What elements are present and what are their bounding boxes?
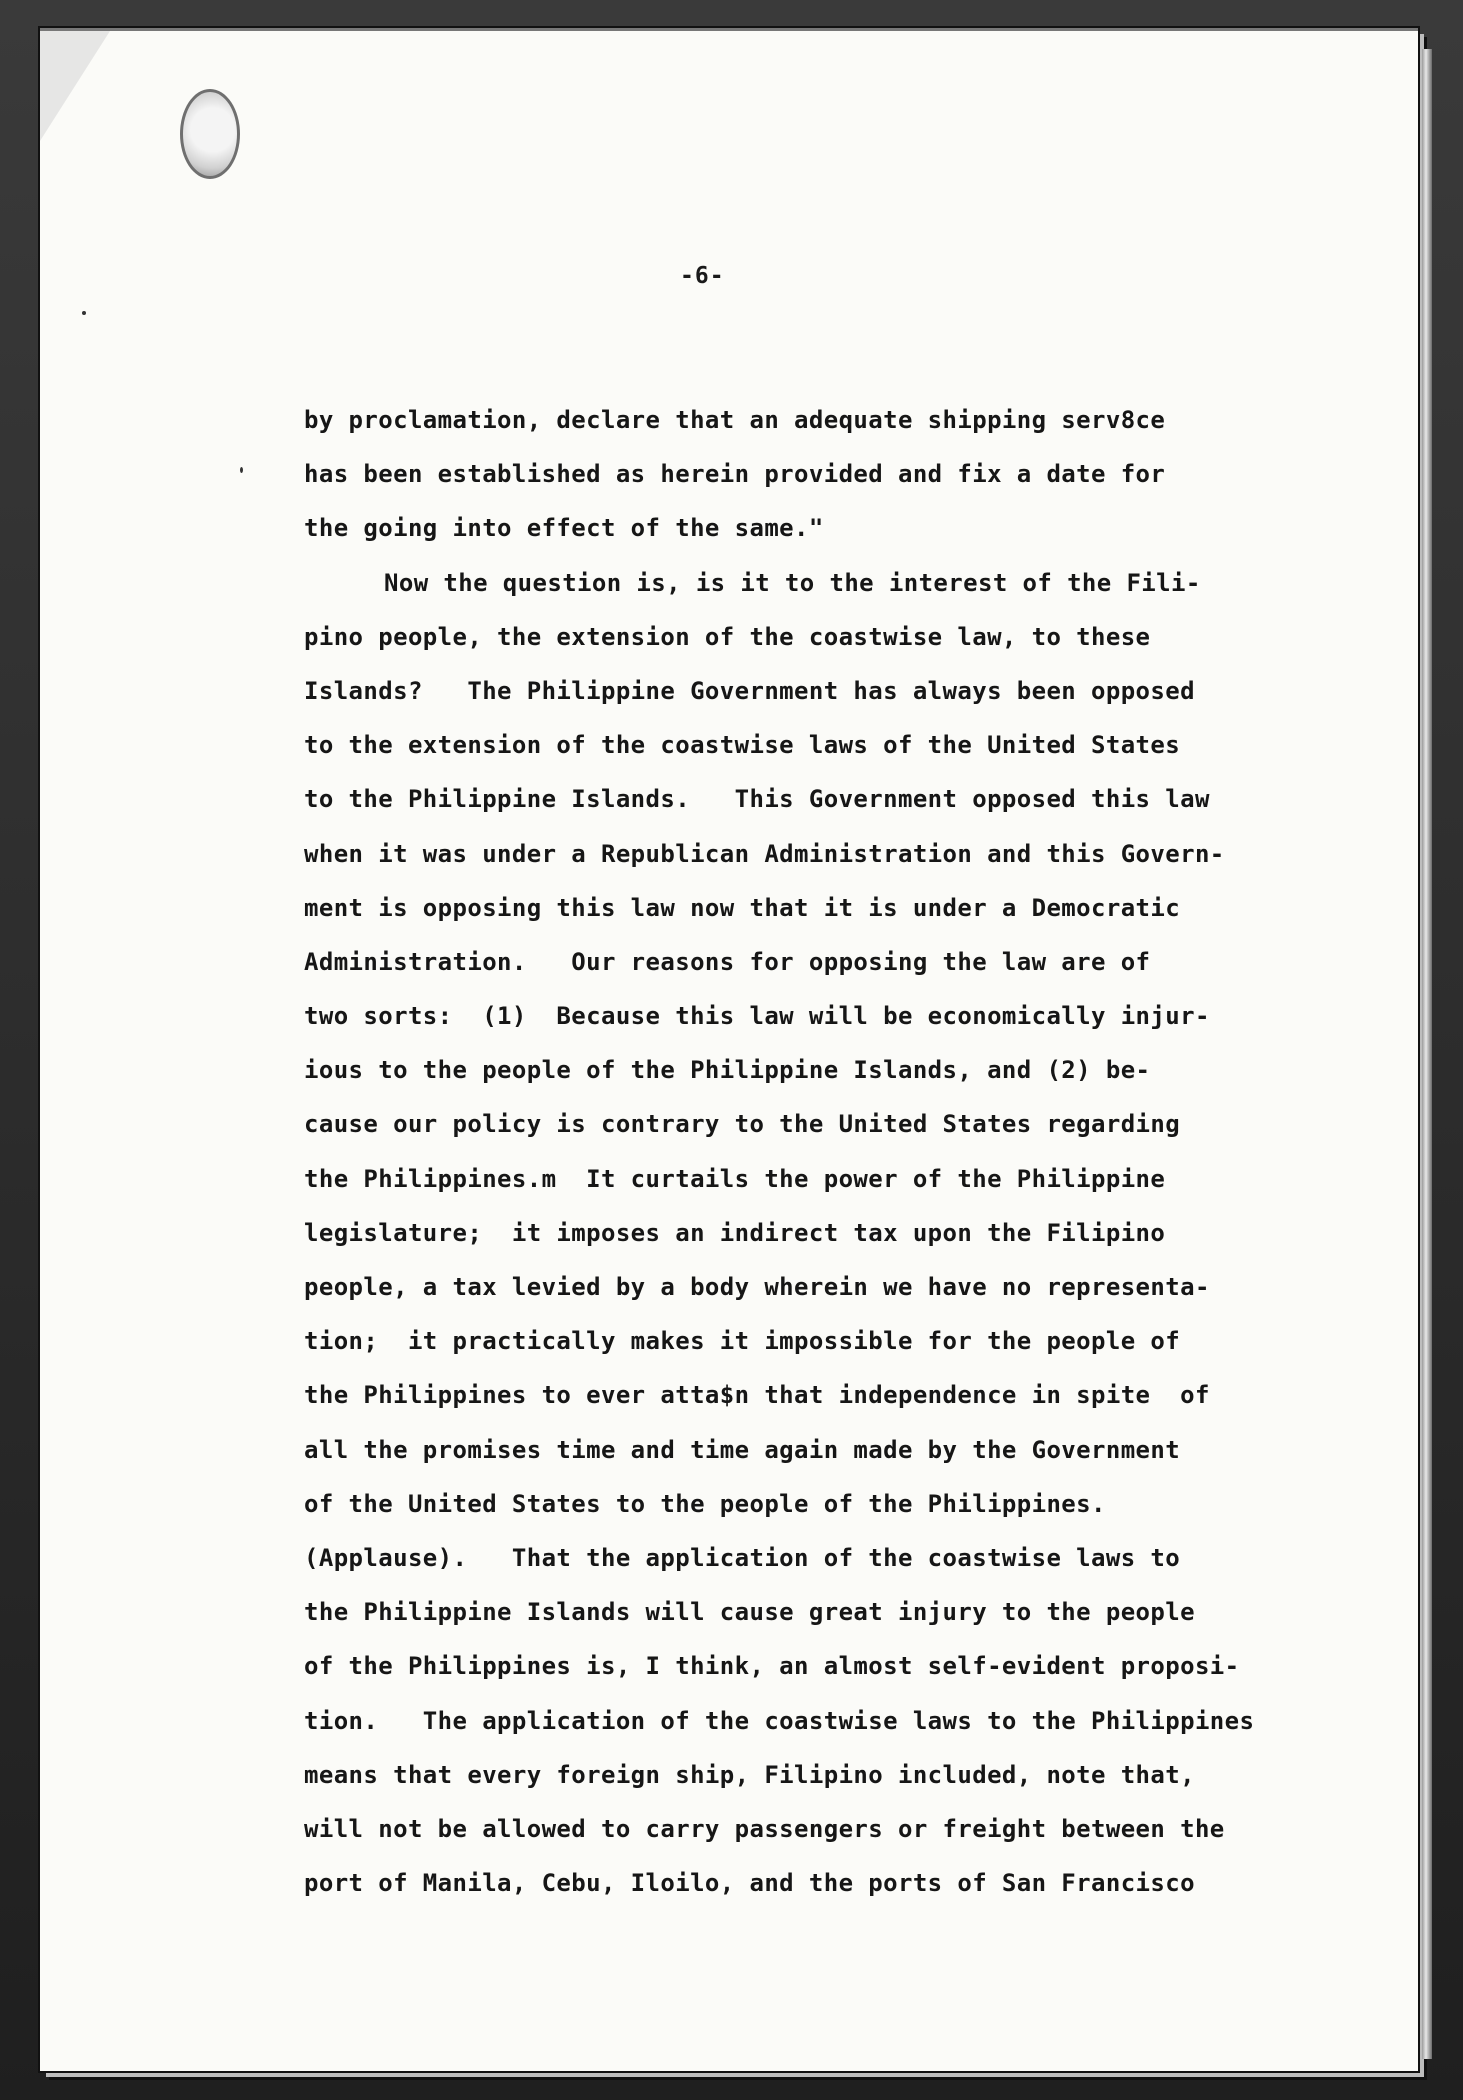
- text-line: the Philippine Islands will cause great injury to the people: [304, 1598, 1195, 1627]
- text-line: has been established as herein provided and fix a date for: [304, 460, 1166, 489]
- text-line: cause our policy is contrary to the United States regarding: [304, 1110, 1181, 1139]
- scan-speck: [240, 467, 243, 473]
- text-line: by proclamation, declare that an adequate shipping serv8ce: [304, 406, 1166, 434]
- text-line: port of Manila, Cebu, Iloilo, and the ports of San Francisco: [304, 1869, 1195, 1898]
- text-line: Now the question is, is it to the interest of the Fili-: [384, 568, 1201, 597]
- text-line: ious to the people of the Philippine Islands, and (2) be-: [304, 1056, 1151, 1085]
- text-line: means that every foreign ship, Filipino included, note that,: [304, 1760, 1195, 1789]
- punch-hole-icon: [180, 89, 240, 179]
- text-line: Administration. Our reasons for opposing the law are of: [304, 947, 1151, 976]
- text-line: when it was under a Republican Administration and this Govern-: [304, 839, 1225, 868]
- text-line: the Philippines.m It curtails the power of the Philippine: [304, 1164, 1166, 1193]
- page-number: -6-: [680, 263, 725, 289]
- text-line: of the Philippines is, I think, an almost self-evident proposi-: [304, 1652, 1240, 1681]
- text-line: the Philippines to ever atta$n that independence in spite of: [304, 1381, 1210, 1410]
- text-line: tion; it practically makes it impossible for the people of: [304, 1327, 1181, 1356]
- text-line: will not be allowed to carry passengers or freight between the: [304, 1814, 1225, 1843]
- text-line: pino people, the extension of the coastwise law, to these: [304, 622, 1151, 651]
- typed-body-text: [304, 393, 1404, 1910]
- text-line: of the United States to the people of the Philippines.: [304, 1489, 1106, 1518]
- page-stack-edge: [1422, 49, 1432, 2059]
- text-line: people, a tax levied by a body wherein we have no representa-: [304, 1273, 1210, 1301]
- text-line: to the Philippine Islands. This Government opposed this law: [304, 785, 1210, 814]
- scan-speck: [82, 311, 86, 315]
- text-line: (Applause). That the application of the coastwise laws to: [304, 1543, 1181, 1572]
- text-line: legislature; it imposes an indirect tax upon the Filipino: [304, 1218, 1166, 1247]
- text-line: to the extension of the coastwise laws of the United States: [304, 731, 1181, 760]
- text-line: all the promises time and time again made by the Government: [304, 1435, 1181, 1464]
- text-line: two sorts: (1) Because this law will be economically injur-: [304, 1002, 1210, 1031]
- text-line: Islands? The Philippine Government has always been opposed: [304, 676, 1195, 705]
- text-line: the going into effect of the same.": [304, 514, 824, 543]
- text-line: ment is opposing this law now that it is under a Democratic: [304, 893, 1181, 922]
- corner-fold: [40, 31, 110, 141]
- document-page: [40, 28, 1418, 2071]
- text-line: tion. The application of the coastwise laws to the Philippines: [304, 1706, 1255, 1735]
